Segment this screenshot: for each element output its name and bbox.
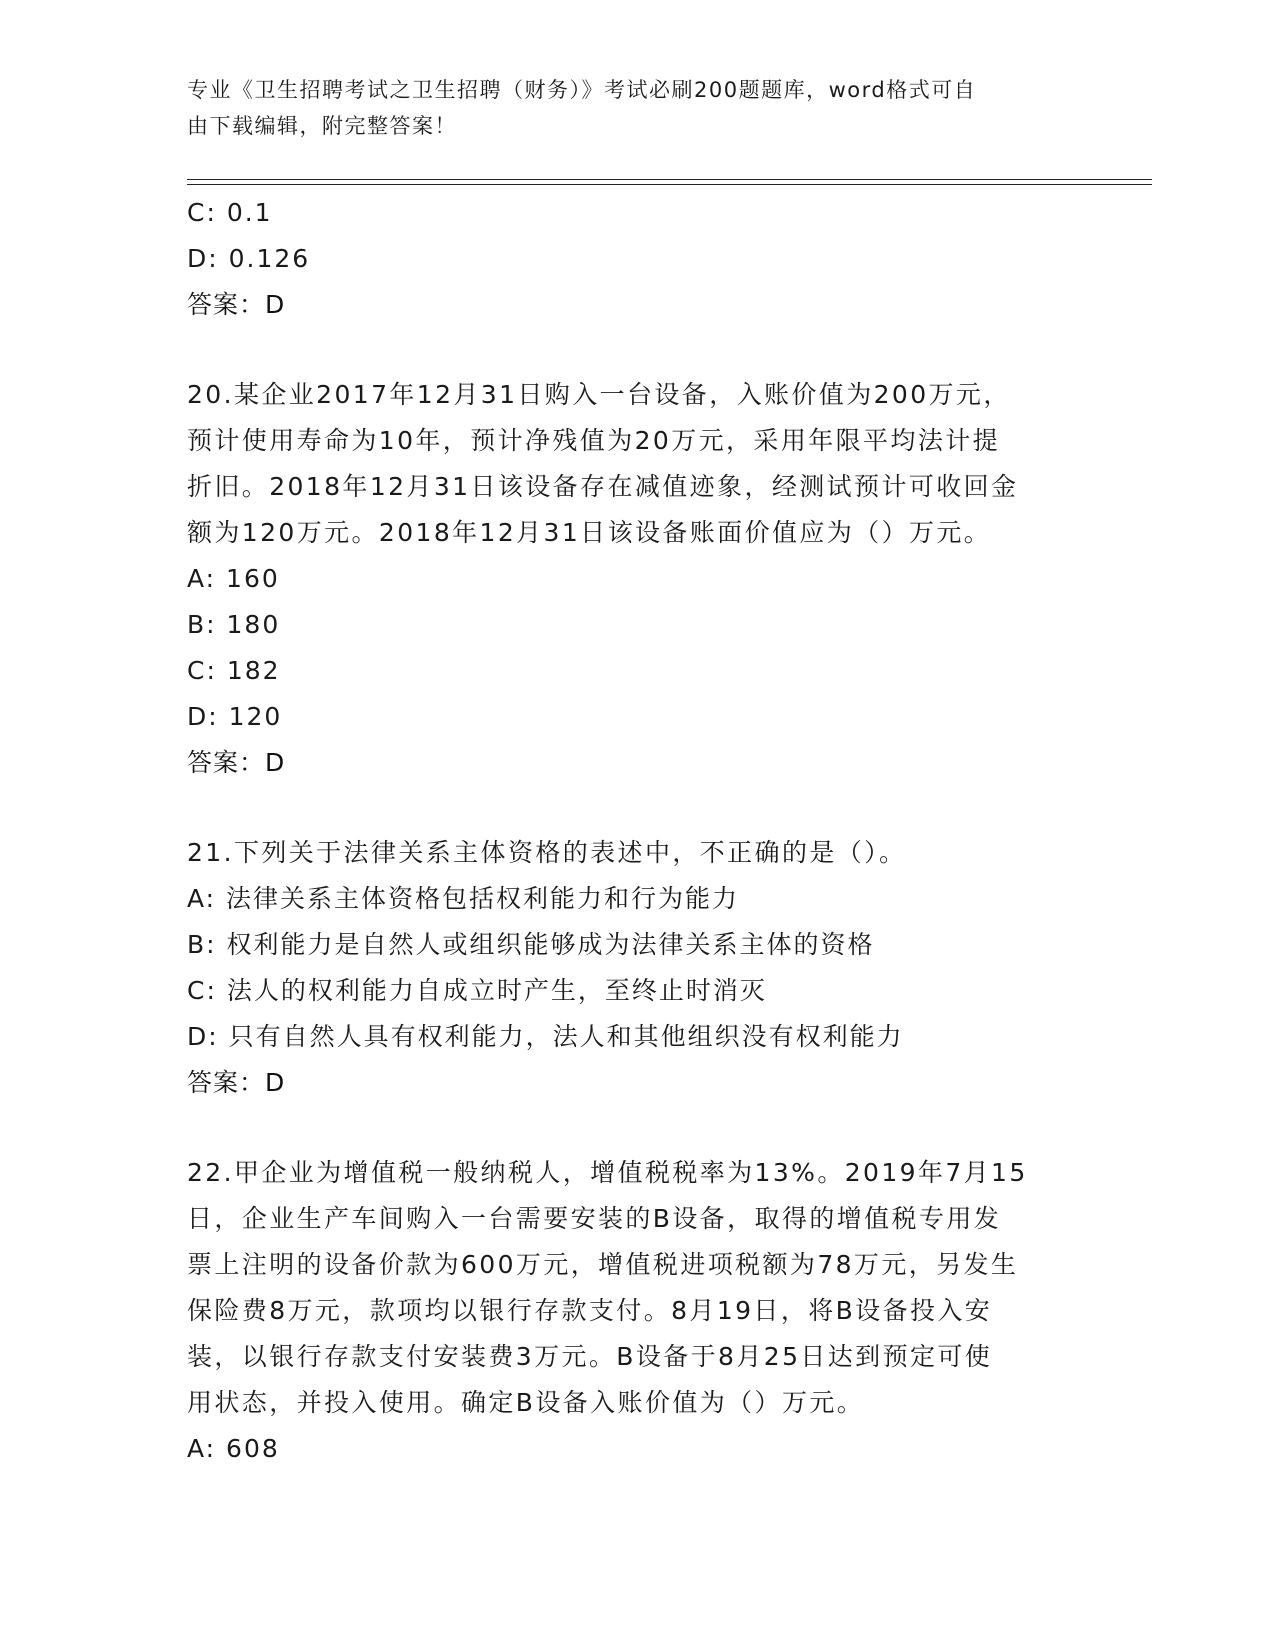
option-a: A: 160 [187,564,280,593]
question-21 [187,830,1087,1106]
question-stem-line: 21.下列关于法律关系主体资格的表述中，不正确的是（）。 [187,838,907,867]
header-divider-thick [187,179,1152,180]
answer: 答案：D [187,1068,286,1097]
question-stem-line: 预计使用寿命为10年，预计净残值为20万元，采用年限平均法计提 [187,426,1001,455]
question-22 [187,1150,1087,1472]
header-line-1: 专业《卫生招聘考试之卫生招聘（财务）》考试必刷200题题库，word格式可自 [187,78,977,102]
option-b: B: 权利能力是自然人或组织能够成为法律关系主体的资格 [187,930,875,959]
question-stem-line: 日，企业生产车间购入一台需要安装的B设备，取得的增值税专用发 [187,1204,1002,1233]
spacer [187,1106,1087,1150]
question-stem-line: 22.甲企业为增值税一般纳税人，增值税税率为13%。2019年7月15 [187,1158,1028,1187]
page-header [187,72,1067,144]
question-20 [187,372,1087,786]
question-stem-line: 票上注明的设备价款为600万元，增值税进项税额为78万元，另发生 [187,1250,1019,1279]
header-divider-thin [187,184,1152,185]
option-c: C: 法人的权利能力自成立时产生，至终止时消灭 [187,976,767,1005]
question-stem-line: 装，以银行存款支付安装费3万元。B设备于8月25日达到预定可使 [187,1342,993,1371]
option-a: A: 608 [187,1434,280,1463]
question-stem-line: 用状态，并投入使用。确定B设备入账价值为（）万元。 [187,1388,865,1417]
option-d: D: 只有自然人具有权利能力，法人和其他组织没有权利能力 [187,1022,904,1051]
header-line-2: 由下载编辑，附完整答案！ [187,114,457,138]
question-stem-line: 额为120万元。2018年12月31日该设备账面价值应为（）万元。 [187,518,992,547]
answer: 答案：D [187,748,286,777]
question-stem-line: 20.某企业2017年12月31日购入一台设备，入账价值为200万元， [187,380,1011,409]
document-body [187,190,1087,1472]
spacer [187,328,1087,372]
option-d: D: 0.126 [187,244,311,273]
option-d: D: 120 [187,702,283,731]
question-stem-line: 保险费8万元，款项均以银行存款支付。8月19日，将B设备投入安 [187,1296,993,1325]
option-a: A: 法律关系主体资格包括权利能力和行为能力 [187,884,740,913]
option-b: B: 180 [187,610,281,639]
question-19-tail [187,190,1087,328]
question-stem-line: 折旧。2018年12月31日该设备存在减值迹象，经测试预计可收回金 [187,472,1019,501]
spacer [187,786,1087,830]
option-c: C: 0.1 [187,198,273,227]
answer: 答案：D [187,290,286,319]
option-c: C: 182 [187,656,281,685]
